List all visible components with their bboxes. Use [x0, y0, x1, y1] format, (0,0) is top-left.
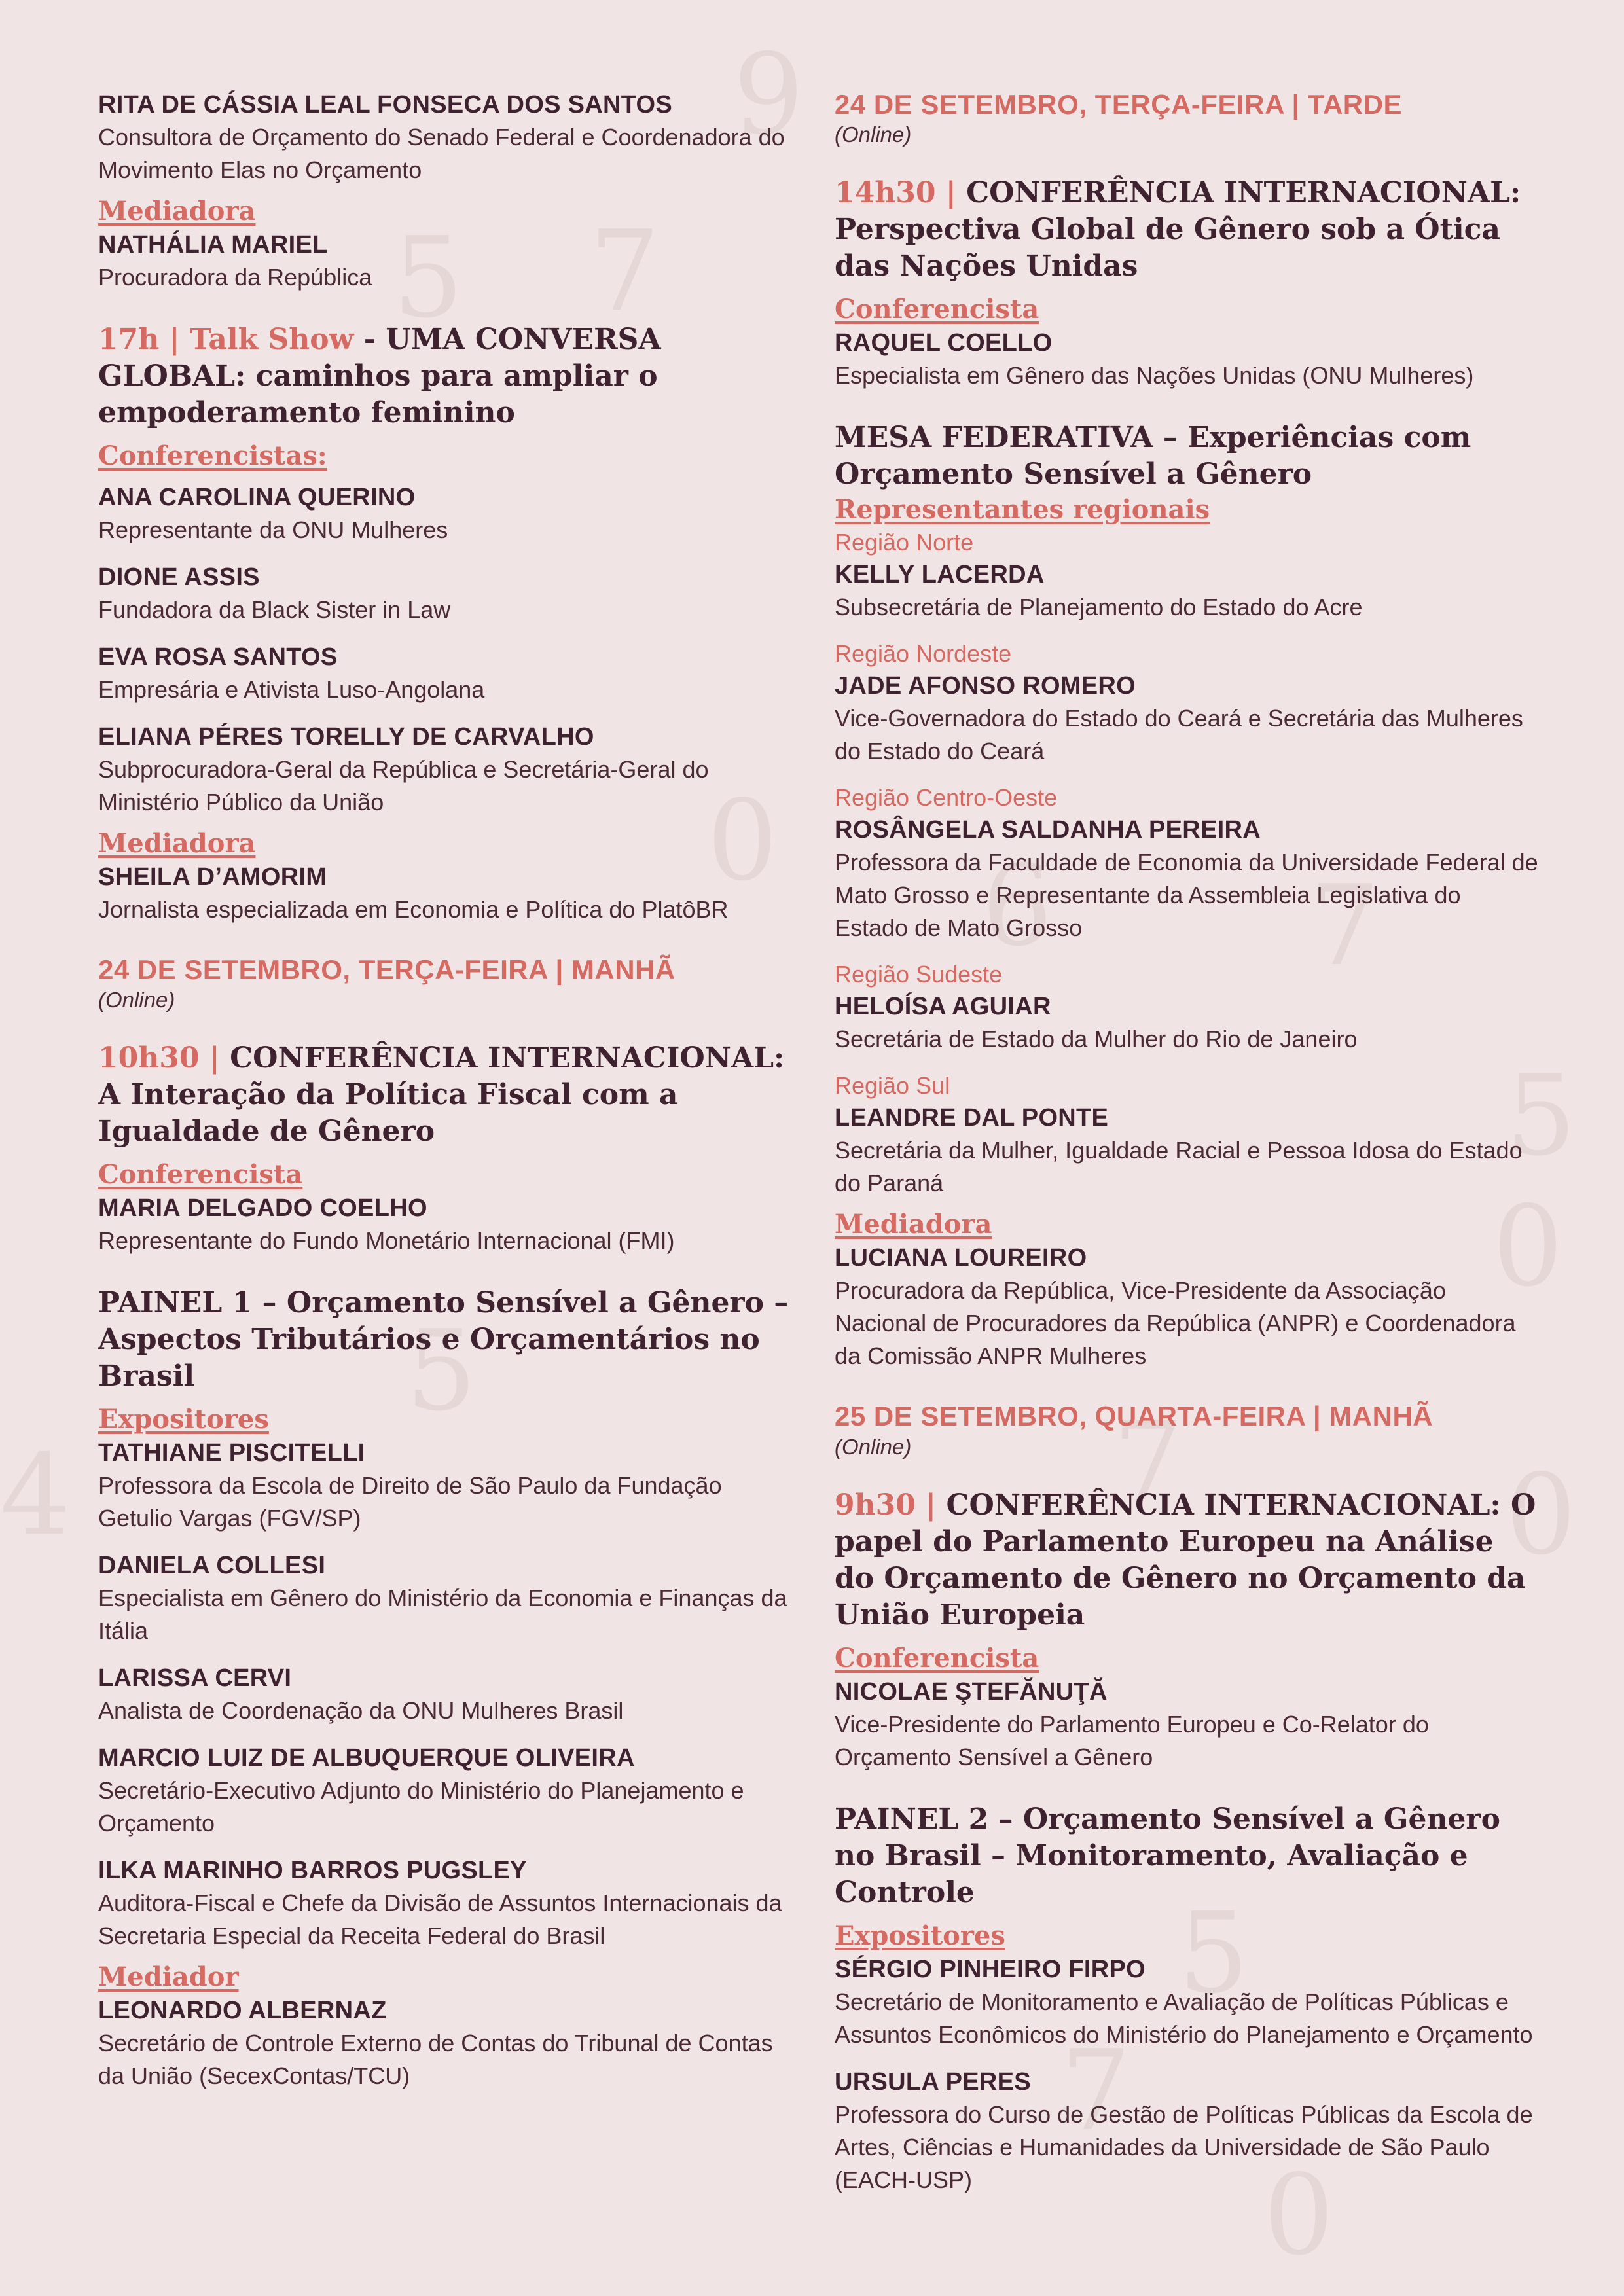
region-label: Região Sul	[835, 1072, 950, 1100]
person-desc: Analista de Coordenação da ONU Mulheres Brasil	[98, 1697, 624, 1725]
panel-title: PAINEL 2 – Orçamento Sensível a Gênero no Brasil – Monitoramento, Avaliação e Controle	[835, 1802, 1500, 1909]
role-label: Representantes regionais	[835, 494, 1210, 526]
person-desc: Procuradora da República	[98, 264, 372, 291]
regional-item	[835, 1070, 1538, 1200]
online-label: (Online)	[98, 988, 175, 1013]
event-time: 10h30 |	[98, 1041, 230, 1075]
person-name: LUCIANA LOUREIRO	[835, 1244, 1087, 1272]
person-name: JADE AFONSO ROMERO	[835, 672, 1136, 700]
event-title	[98, 1040, 802, 1150]
speaker-item	[98, 1742, 802, 1840]
role-label: Expositores	[835, 1920, 1005, 1951]
speaker-item	[835, 2066, 1538, 2197]
person-desc: Professora da Faculdade de Economia da Universidade Federal de Mato Grosso e Representante da Assembleia Legislativa do Estado de Mato Grosso	[835, 849, 1538, 942]
role-label: Mediadora	[98, 196, 256, 226]
person-desc: Auditora-Fiscal e Chefe da Divisão de Assuntos Internacionais da Secretaria Especial da Receita Federal do Brasil	[98, 1890, 782, 1950]
speaker-item	[98, 1854, 802, 1952]
regional-item	[835, 527, 1538, 624]
person-desc: Fundadora da Black Sister in Law	[98, 596, 451, 623]
region-label: Região Nordeste	[835, 640, 1012, 668]
date-heading: 24 DE SETEMBRO, TERÇA-FEIRA | TARDE	[835, 89, 1402, 120]
person-name: LEANDRE DAL PONTE	[835, 1104, 1109, 1132]
person-desc: Representante do Fundo Monetário Internacional (FMI)	[98, 1227, 675, 1255]
event-title	[98, 321, 802, 431]
person-desc: Jornalista especializada em Economia e Política do PlatôBR	[98, 896, 729, 923]
person-name: EVA ROSA SANTOS	[98, 643, 338, 671]
event-title-text: CONFERÊNCIA INTERNACIONAL: Perspectiva Global de Gênero sob a Ótica das Nações Unidas	[835, 176, 1521, 283]
speaker-list	[98, 1437, 802, 1952]
person-name: LARISSA CERVI	[98, 1664, 292, 1693]
speaker-item	[98, 1549, 802, 1647]
region-label: Região Centro-Oeste	[835, 784, 1058, 812]
regional-list	[835, 527, 1538, 1200]
person-name: ILKA MARINHO BARROS PUGSLEY	[98, 1857, 527, 1885]
person-name: NATHÁLIA MARIEL	[98, 231, 328, 259]
person-name: ELIANA PÉRES TORELLY DE CARVALHO	[98, 723, 594, 751]
role-label: Mediadora	[835, 1209, 992, 1240]
event-title-text: - UMA CONVERSA GLOBAL: caminhos para ampliar o empoderamento feminino	[98, 323, 661, 429]
person-desc: Vice-Presidente do Parlamento Europeu e Co-Relator do Orçamento Sensível a Gênero	[835, 1710, 1429, 1770]
event-time: 14h30 |	[835, 176, 967, 210]
person-name: ANA CAROLINA QUERINO	[98, 484, 416, 511]
person-desc: Professora do Curso de Gestão de Políticas Públicas da Escola de Artes, Ciências e Humanidades da Universidade de São Paulo (EACH-USP)	[835, 2100, 1533, 2193]
panel-title: MESA FEDERATIVA – Experiências com Orçamento Sensível a Gênero	[835, 421, 1471, 492]
right-column	[835, 88, 1538, 2197]
role-label: Conferencistas:	[98, 440, 327, 471]
person-name: SÉRGIO PINHEIRO FIRPO	[835, 1955, 1146, 1983]
person-name: RITA DE CÁSSIA LEAL FONSECA DOS SANTOS	[98, 91, 673, 118]
event-time: 17h | Talk Show	[98, 323, 354, 356]
speaker-item	[98, 641, 802, 706]
speaker-item	[835, 1953, 1538, 2051]
person-desc: Secretário de Controle Externo de Contas do Tribunal de Contas da União (SecexContas/TCU)	[98, 2030, 773, 2090]
person-name: ROSÂNGELA SALDANHA PEREIRA	[835, 816, 1261, 844]
regional-item	[835, 959, 1538, 1056]
speaker-item	[98, 721, 802, 819]
person-name: LEONARDO ALBERNAZ	[98, 1997, 387, 2025]
speaker-list	[98, 481, 802, 819]
region-label: Região Norte	[835, 529, 974, 556]
role-label: Conferencista	[835, 294, 1039, 325]
person-desc: Representante da ONU Mulheres	[98, 516, 448, 543]
person-name: SHEILA D’AMORIM	[98, 863, 327, 891]
speaker-item	[98, 561, 802, 626]
online-label: (Online)	[835, 122, 912, 147]
person-name: HELOÍSA AGUIAR	[835, 993, 1051, 1021]
person-name: URSULA PERES	[835, 2068, 1031, 2096]
event-title	[835, 1487, 1538, 1634]
person-name: DIONE ASSIS	[98, 564, 260, 591]
event-title-text: CONFERÊNCIA INTERNACIONAL: O papel do Parlamento Europeu na Análise do Orçamento de Gênero no Orçamento da União Europeia	[835, 1488, 1536, 1632]
person-name: DANIELA COLLESI	[98, 1552, 326, 1580]
person-name: TATHIANE PISCITELLI	[98, 1439, 365, 1467]
event-title-text: CONFERÊNCIA INTERNACIONAL: A Interação da Política Fiscal com a Igualdade de Gênero	[98, 1041, 785, 1149]
person-desc: Procuradora da República, Vice-Presidente da Associação Nacional de Procuradores da República (ANPR) e Coordenadora da Comissão ANPR Mulheres	[835, 1277, 1516, 1370]
role-label: Expositores	[98, 1404, 269, 1435]
person-desc: Consultora de Orçamento do Senado Federal e Coordenadora do Movimento Elas no Orçamento	[98, 124, 785, 183]
person-desc: Empresária e Ativista Luso-Angolana	[98, 676, 485, 703]
panel-title: PAINEL 1 – Orçamento Sensível a Gênero – Aspectos Tributários e Orçamentários no Brasil	[98, 1286, 789, 1393]
person-desc: Especialista em Gênero do Ministério da Economia e Finanças da Itália	[98, 1585, 787, 1645]
person-desc: Secretário de Monitoramento e Avaliação de Políticas Públicas e Assuntos Econômicos do Ministério do Planejamento e Orçamento	[835, 1988, 1533, 2048]
person-desc: Especialista em Gênero das Nações Unidas (ONU Mulheres)	[835, 362, 1474, 389]
online-label: (Online)	[835, 1434, 912, 1459]
region-label: Região Sudeste	[835, 961, 1003, 988]
person-desc: Secretário-Executivo Adjunto do Ministério do Planejamento e Orçamento	[98, 1777, 744, 1837]
speaker-item	[98, 481, 802, 547]
date-heading: 24 DE SETEMBRO, TERÇA-FEIRA | MANHÃ	[98, 954, 676, 985]
person-name: MARIA DELGADO COELHO	[98, 1194, 427, 1223]
speaker-item	[98, 1437, 802, 1535]
regional-item	[835, 782, 1538, 944]
speaker-list	[835, 1953, 1538, 2197]
person-desc: Subprocuradora-Geral da República e Secretária-Geral do Ministério Público da União	[98, 756, 709, 816]
role-label: Mediadora	[98, 828, 256, 859]
person-desc: Professora da Escola de Direito de São Paulo da Fundação Getulio Vargas (FGV/SP)	[98, 1472, 722, 1532]
role-label: Conferencista	[98, 1159, 303, 1191]
date-heading: 25 DE SETEMBRO, QUARTA-FEIRA | MANHÃ	[835, 1401, 1434, 1432]
person-desc: Vice-Governadora do Estado do Ceará e Secretária das Mulheres do Estado do Ceará	[835, 705, 1523, 765]
person-desc: Subsecretária de Planejamento do Estado do Acre	[835, 594, 1363, 621]
role-label: Mediador	[98, 1962, 239, 1993]
event-time: 9h30 |	[835, 1488, 947, 1522]
person-name: NICOLAE ŞTEFĂNUŢĂ	[835, 1677, 1108, 1706]
speaker-item	[98, 1662, 802, 1727]
role-label: Conferencista	[835, 1642, 1039, 1674]
person-name: KELLY LACERDA	[835, 561, 1045, 589]
regional-item	[835, 638, 1538, 768]
person-desc: Secretária da Mulher, Igualdade Racial e Pessoa Idosa do Estado do Paraná	[835, 1137, 1523, 1197]
person-desc: Secretária de Estado da Mulher do Rio de Janeiro	[835, 1026, 1358, 1053]
person-name: RAQUEL COELLO	[835, 329, 1053, 357]
left-column	[98, 88, 802, 2092]
event-title	[835, 175, 1538, 285]
person-name: MARCIO LUIZ DE ALBUQUERQUE OLIVEIRA	[98, 1744, 635, 1772]
